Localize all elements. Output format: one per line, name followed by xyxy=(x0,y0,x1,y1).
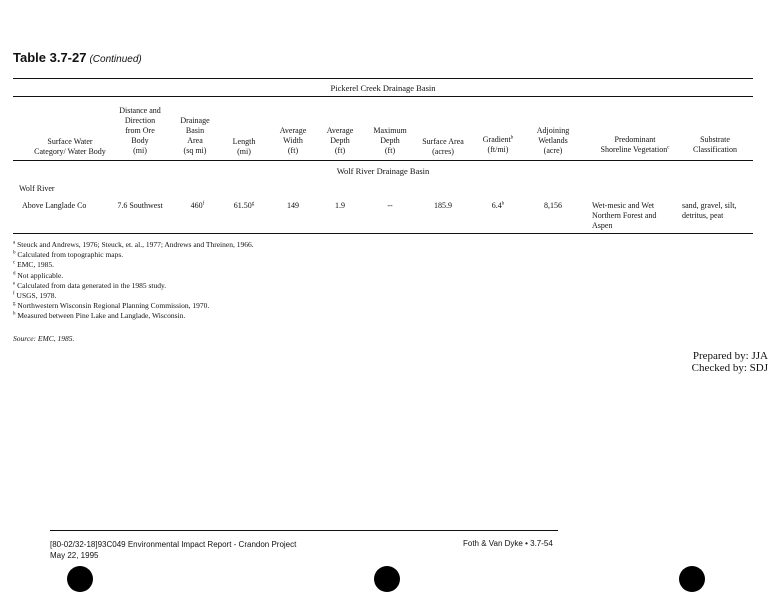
source-note: Source: EMC, 1985. xyxy=(13,334,75,343)
footnote-mark: d xyxy=(13,271,16,277)
footnote-text: Not applicable. xyxy=(15,270,64,280)
footnote-mark: c xyxy=(13,260,16,266)
header-distance: Distance and Direction from Ore Body (mi) xyxy=(119,106,161,155)
footnote-text: EMC, 1985. xyxy=(15,260,54,270)
group-label: Wolf River xyxy=(19,184,55,193)
footnote-mark: e xyxy=(13,281,16,287)
gradient-value-footnote-mark: h xyxy=(501,201,505,207)
punch-hole-right xyxy=(679,566,705,592)
footnote-text: Calculated from topographic maps. xyxy=(15,250,124,260)
table-number: Table 3.7-27 xyxy=(13,50,87,65)
prepared-by: Prepared by: JJA xyxy=(692,350,768,362)
header-vegetation: Predominant Shoreline Vegetation$^c$ xyxy=(600,135,670,154)
continued-label: (Continued) xyxy=(89,54,142,65)
header-max-depth: Maximum Depth (ft) xyxy=(373,126,407,155)
area-footnote-mark: f xyxy=(202,201,205,207)
footnote-item xyxy=(13,260,254,270)
basin-title: Pickerel Creek Drainage Basin xyxy=(330,83,436,93)
footer-rule xyxy=(50,530,558,531)
footnote-item xyxy=(13,281,254,291)
footnote-mark: h xyxy=(13,311,16,317)
footnote-mark: f xyxy=(13,291,15,297)
footnote-item xyxy=(13,240,254,250)
area-value: 460 xyxy=(190,201,203,210)
gradient-footnote-mark: b xyxy=(510,135,514,141)
footnote-item xyxy=(13,250,254,260)
footer-doc-id: [80-02/32-18]93C049 Environmental Impact Report - Crandon Project xyxy=(50,540,297,549)
footnote-item xyxy=(13,311,254,321)
footnote-text: Calculated from data generated in the 1985 study. xyxy=(15,280,167,290)
cell-area xyxy=(175,201,220,211)
subbasin-title: Wolf River Drainage Basin xyxy=(336,166,430,176)
header-gradient xyxy=(473,135,523,155)
footnote-item xyxy=(13,291,254,301)
cell-max-depth: -- xyxy=(387,201,393,210)
footnote-mark: a xyxy=(13,240,16,246)
footnote-mark: g xyxy=(13,301,16,307)
footnote-text: Measured between Pine Lake and Langlade, Wisconsin. xyxy=(15,311,186,321)
cell-length xyxy=(222,201,266,211)
header-substrate: Substrate Classification xyxy=(693,135,737,154)
header-category: Surface Water Category/ Water Body xyxy=(34,137,106,156)
footnote-text: Northwestern Wisconsin Regional Planning Commission, 1970. xyxy=(15,301,210,311)
cell-surface-area: 185.9 xyxy=(434,201,452,210)
gradient-unit: (ft/mi) xyxy=(487,145,509,154)
gradient-label: Gradient xyxy=(482,135,511,144)
length-footnote-mark: g xyxy=(251,201,255,207)
cell-vegetation: Wet-mesic and Wet Northern Forest and Aspen xyxy=(592,201,657,230)
cell-name: Above Langlade Co xyxy=(22,201,87,210)
cell-wetlands: 8,156 xyxy=(544,201,562,210)
footer-left xyxy=(50,539,296,561)
punch-hole-center xyxy=(374,566,400,592)
footnote-text: Steuck and Andrews, 1976; Steuck, et. al., 1977; Andrews and Threinen, 1966. xyxy=(15,240,254,249)
header-wetlands: Adjoining Wetlands (acre) xyxy=(536,126,570,155)
table-title xyxy=(13,50,142,66)
footnote-mark: b xyxy=(13,250,16,256)
length-value: 61.50 xyxy=(233,201,252,210)
table-bottom-rule xyxy=(13,233,753,234)
footnotes xyxy=(13,240,254,322)
cell-depth: 1.9 xyxy=(335,201,345,210)
gradient-value: 6.4 xyxy=(491,201,502,210)
header-bottom-rule xyxy=(13,160,753,161)
footer-date: May 22, 1995 xyxy=(50,551,99,560)
header-avg-width: Average Width (ft) xyxy=(279,126,307,155)
punch-hole-left xyxy=(67,566,93,592)
footnote-item xyxy=(13,301,254,311)
header-length: Length (mi) xyxy=(232,137,256,156)
vegetation-footnote-mark: c xyxy=(667,145,670,151)
footnote-text: USGS, 1978. xyxy=(14,291,57,301)
signoff xyxy=(692,350,768,374)
checked-by: Checked by: SDJ xyxy=(691,362,768,374)
header-basin-area: Drainage Basin Area (sq mi) xyxy=(180,116,210,155)
cell-gradient xyxy=(473,201,523,211)
header-surface-area: Surface Area (acres) xyxy=(422,137,464,156)
cell-distance: 7.6 Southwest xyxy=(117,201,163,210)
table-top-rule xyxy=(13,78,753,79)
footer-page: Foth & Van Dyke • 3.7-54 xyxy=(463,539,553,548)
cell-substrate: sand, gravel, silt, detritus, peat xyxy=(682,201,737,220)
header-avg-depth: Average Depth (ft) xyxy=(326,126,354,155)
header-top-rule xyxy=(13,96,753,97)
cell-width: 149 xyxy=(287,201,299,210)
footnote-item xyxy=(13,271,254,281)
